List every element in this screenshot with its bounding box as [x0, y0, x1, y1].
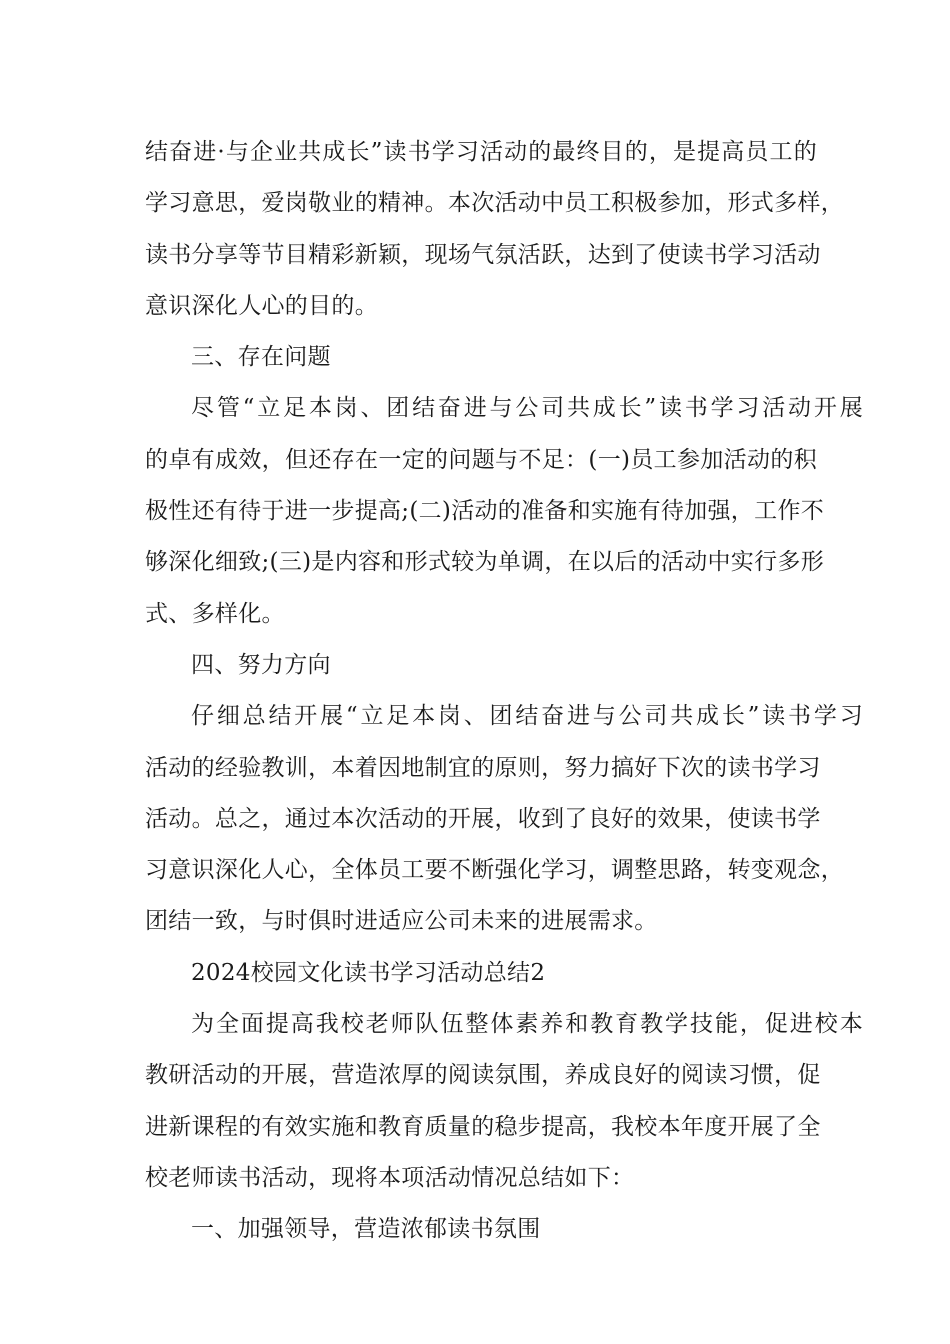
text-line: 活动。总之，通过本次活动的开展，收到了良好的效果，使读书学: [145, 805, 821, 832]
text-line: 进新课程的有效实施和教育质量的稳步提高，我校本年度开展了全: [145, 1113, 821, 1140]
text-line: 校老师读书活动，现将本项活动情况总结如下：: [145, 1164, 635, 1191]
text-line: 习意识深化人心，全体员工要不断强化学习，调整思路，转变观念，: [145, 857, 844, 884]
text-line: 一、加强领导，营造浓郁读书氛围: [191, 1216, 541, 1243]
text-line: 团结一致，与时俱时进适应公司未来的进展需求。: [145, 908, 658, 935]
document-body: [145, 127, 863, 1256]
text-line: 式、多样化。: [145, 600, 285, 627]
text-line: 够深化细致;(三)是内容和形式较为单调，在以后的活动中实行多形: [145, 549, 824, 576]
text-line: 2024校园文化读书学习活动总结2: [191, 959, 546, 986]
text-line: 仔细总结开展“立足本岗、团结奋进与公司共成长”读书学习: [191, 703, 863, 730]
text-line: 活动的经验教训，本着因地制宜的原则，努力搞好下次的读书学习: [145, 754, 821, 781]
text-line: 为全面提高我校老师队伍整体素养和教育教学技能，促进校本: [191, 1011, 863, 1038]
text-line: 极性还有待于进一步提高;(二)活动的准备和实施有待加强，工作不: [145, 498, 824, 525]
text-line: 学习意思，爱岗敬业的精神。本次活动中员工积极参加，形式多样，: [145, 190, 844, 217]
text-line: 四、努力方向: [191, 651, 331, 678]
text-line: 结奋进·与企业共成长”读书学习活动的最终目的，是提高员工的: [145, 139, 817, 165]
text-line: 读书分享等节目精彩新颖，现场气氛活跃，达到了使读书学习活动: [145, 241, 821, 268]
text-line: 意识深化人心的目的。: [145, 292, 378, 319]
text-line: 教研活动的开展，营造浓厚的阅读氛围，养成良好的阅读习惯，促: [145, 1062, 821, 1089]
text-line: 三、存在问题: [191, 344, 331, 371]
text-line: 尽管“立足本岗、团结奋进与公司共成长”读书学习活动开展: [191, 395, 863, 422]
text-line: 的卓有成效，但还存在一定的问题与不足：(一)员工参加活动的积: [145, 446, 817, 473]
